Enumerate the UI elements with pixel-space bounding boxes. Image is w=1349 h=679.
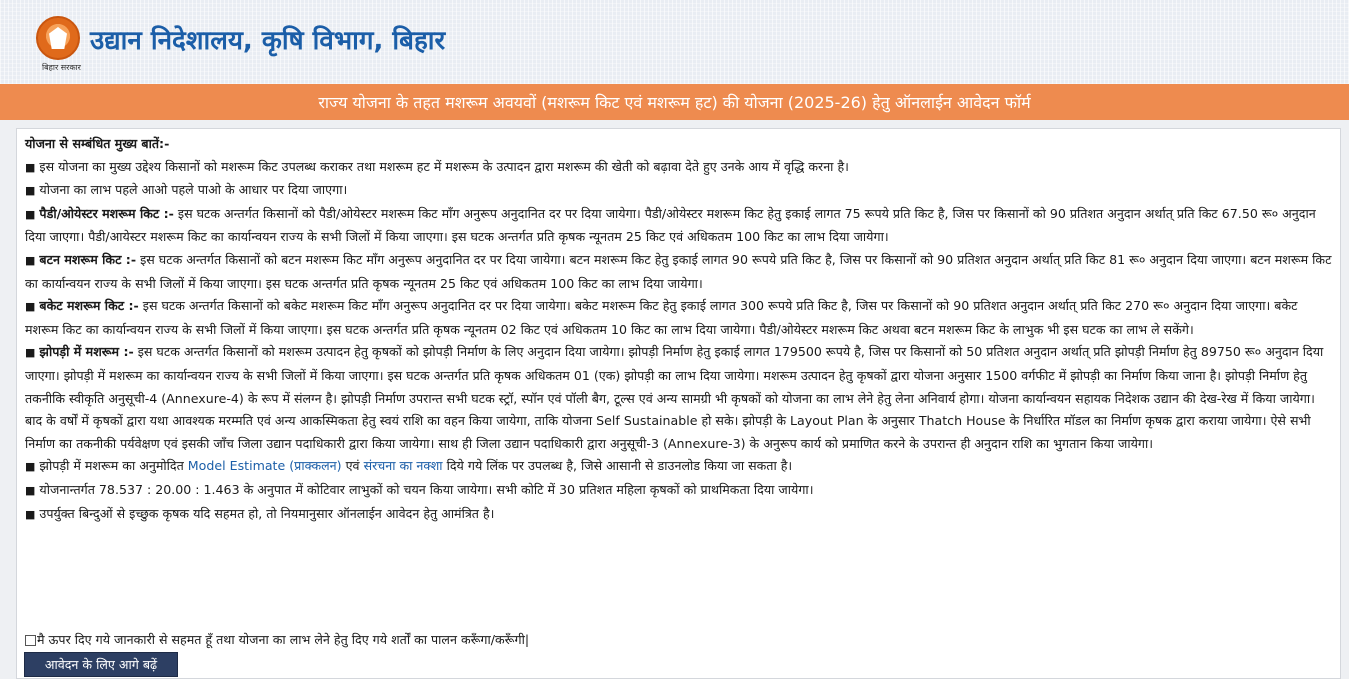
scheme-point-bucket-kit (25, 295, 1332, 341)
consent-checkbox[interactable] (25, 635, 36, 646)
scheme-point-text: उपर्युक्त बिन्दुओं से इच्छुक कृषक यदि सहमत हो, तो नियमानुसार ऑनलाईन आवेदन हेतु आमंत्रित है। (39, 505, 495, 521)
scheme-point-2 (25, 179, 1332, 203)
scheme-heading: योजना से सम्बंधित मुख्य बातें:- (25, 136, 170, 151)
bullet-icon: ■ (25, 460, 36, 474)
scheme-info-panel (16, 128, 1341, 679)
model-line-mid: एवं (345, 458, 360, 474)
bullet-icon: ■ (25, 207, 36, 221)
scheme-point-paddy-kit (25, 203, 1332, 249)
scheme-point-text: इस योजना का मुख्य उद्देश्य किसानों को मशरूम किट उपलब्ध कराकर तथा मशरूम हट में मशरूम के उत्पादन द्वारा मशरूम की खेती को बढ़ावा देते हुए उनके आय में वृद्धि करना है। (39, 158, 849, 174)
model-estimate-link[interactable]: Model Estimate (प्राक्कलन) (187, 458, 342, 474)
scheme-point-title: झोपड़ी में मशरूम :- (39, 344, 134, 360)
scheme-point-text: इस घटक अन्तर्गत किसानों को पैडी/ओयेस्टर मशरूम किट माँग अनुरूप अनुदानित दर पर दिया जायेगा। पैडी/ओयेस्टर मशरूम किट हेतु इकाई लागत 75 रूपये प्रति किट है, जिस पर किसानों को 90 प्रतिशत अनुदान अर्थात् प्रति किट 67.50 रू० अनुदान दिया जाएगा। पैडी/आयेस्टर मशरूम किट का कार्यान्वयन राज्य के सभी जिलों में किया जाएगा। इस घटक अन्तर्गत प्रति कृषक न्यूनतम 25 किट एवं अधिकतम 100 किट का लाभ दिया जायेगा। (25, 205, 1316, 245)
scheme-point-title: बटन मशरूम किट :- (39, 251, 137, 267)
scheme-point-title: बकेट मशरूम किट :- (39, 298, 139, 314)
scheme-point-text: इस घटक अन्तर्गत किसानों को मशरूम उत्पादन हेतु कृषकों को झोपड़ी निर्माण के लिए अनुदान दिया जायेगा। झोपड़ी निर्माण हेतु इकाई लागत 179500 रूपये है, जिस पर किसानों को 50 प्रतिशत अनुदान अर्थात् प्रति झोपड़ी निर्माण हेतु 89750 रू० अनुदान दिया जाएगा। झोपड़ी में मशरूम का कार्यान्वयन राज्य के सभी जिलों में किया जाएगा। इस घटक अन्तर्गत प्रति कृषक अधिकतम 01 (एक) झोपड़ी का लाभ दिया जायेगा। मशरूम उत्पादन हेतु कृषकों द्वारा योजना अनुसार 1500 वर्गफीट में झोपड़ी का निर्माण किया जाना है। झोपड़ी निर्माण हेतु तकनीकि स्वीकृति अनुसूची-4 (Annexure-4) के रूप में संलग्न है। झोपड़ी निर्माण उपरान्त सभी घटक स्ट्रॉ, स्पॉन एवं पॉली बैग, टूल्स एवं अन्य सामग्री भी कृषकों को योजना का लाभ लेने हेतु लेना अनिवार्य होगा। योजना कार्यान्वयन सहायक निदेशक उद्यान की देख-रेख में किया जायेगा। बाद के वर्षों में कृषकों द्वारा यथा आवश्यक मरम्मति एवं अन्य आकस्मिकता हेतु स्वयं राशि का वहन किया जायेगा, ताकि योजना Self Sustainable हो सके। झोपड़ी के Layout Plan के अनुसार Thatch House के निर्धारित मॉडल का निर्माण कृषक द्वारा कराया जायेगा। ऐसे सभी निर्माण का तकनीकी पर्यवेक्षण एवं इसकी जाँच जिला उद्यान पदाधिकारी द्वारा किया जायेगा। साथ ही जिला उद्यान पदाधिकारी द्वारा अनुसूची-3 (Annexure-3) के अनुरूप कार्य को प्रमाणित करने के उपरान्त ही अनुदान राशि का भुगतान किया जायेगा। (25, 344, 1324, 451)
form-title-banner (0, 84, 1349, 120)
bullet-icon: ■ (25, 300, 36, 314)
model-line-after: दिये गये लिंक पर उपलब्ध है, जिसे आसानी से डाउनलोड किया जा सकता है। (446, 458, 793, 474)
proceed-to-apply-button[interactable]: आवेदन के लिए आगे बढ़ें (24, 652, 178, 677)
scheme-point-invitation (25, 503, 1332, 527)
scheme-point-model-estimate (25, 455, 1332, 479)
bihar-emblem-icon[interactable] (36, 16, 80, 60)
scheme-point-text: इस घटक अन्तर्गत किसानों को बटन मशरूम किट माँग अनुरूप अनुदानित दर पर दिया जायेगा। बटन मशरूम किट हेतु इकाई लागत 90 रूपये प्रति किट है, जिस पर किसानों को 90 प्रतिशत अनुदान अर्थात् प्रति किट 81 रू० अनुदान दिया जाएगा। बटन मशरूम किट का कार्यान्वयन राज्य के सभी जिलों में किया जाएगा। इस घटक अन्तर्गत प्रति कृषक न्यूनतम 25 किट एवं अधिकतम 100 किट का लाभ दिया जायेगा। (25, 251, 1332, 291)
scheme-point-title: पैडी/ओयेस्टर मशरूम किट :- (39, 205, 174, 221)
scheme-point-button-kit (25, 249, 1332, 295)
site-title: उद्यान निदेशालय, कृषि विभाग, बिहार (90, 26, 446, 56)
scheme-point-text: योजना का लाभ पहले आओ पहले पाओ के आधार पर दिया जाएगा। (39, 182, 348, 198)
model-line-before: झोपड़ी में मशरूम का अनुमोदित (39, 458, 184, 474)
scheme-point-text: योजनान्तर्गत 78.537 : 20.00 : 1.463 के अनुपात में कोटिवार लाभुकों को चयन किया जायेगा। सभी कोटि में 30 प्रतिशत महिला कृषकों को प्राथमिकता दिया जायेगा। (39, 481, 814, 497)
scheme-point-ratio (25, 479, 1332, 503)
bullet-icon: ■ (25, 346, 36, 360)
structure-map-link[interactable]: संरचना का नक्शा (363, 458, 443, 474)
consent-label[interactable]: मै ऊपर दिए गये जानकारी से सहमत हूँ तथा योजना का लाभ लेने हेतु दिए गये शर्तों का पालन करूँगा/करूँगी| (37, 632, 530, 647)
scheme-point-text: इस घटक अन्तर्गत किसानों को बकेट मशरूम किट माँग अनुरूप अनुदानित दर पर दिया जायेगा। बकेट मशरूम किट हेतु इकाई लागत 300 रूपये प्रति किट है, जिस पर किसानों को 90 प्रतिशत अनुदान अर्थात् प्रति किट 270 रू० अनुदान दिया जाएगा। बकेट मशरूम किट का कार्यान्वयन राज्य के सभी जिलों में किया जाएगा। इस घटक अन्तर्गत प्रति कृषक न्यूनतम 02 किट एवं अधिकतम 10 किट का लाभ दिया जायेगा। पैडी/ओयेस्टर मशरूम किट अथवा बटन मशरूम किट के लाभुक भी इस घटक का लाभ ले सकेंगे। (25, 298, 1298, 337)
bullet-icon: ■ (25, 507, 36, 521)
main-content (0, 120, 1349, 679)
consent-row[interactable] (25, 629, 529, 652)
logo-caption: बिहार सरकार (42, 63, 81, 72)
bullet-icon: ■ (25, 160, 36, 174)
form-title: राज्य योजना के तहत मशरूम अवयवों (मशरूम किट एवं मशरूम हट) की योजना (2025-26) हेतु ऑनलाईन आवेदन फॉर्म (318, 93, 1031, 112)
bullet-icon: ■ (25, 253, 36, 267)
site-header (0, 0, 1349, 84)
scheme-point-hut (25, 341, 1332, 455)
bullet-icon: ■ (25, 483, 36, 497)
bullet-icon: ■ (25, 184, 36, 198)
scheme-point-1 (25, 156, 1332, 180)
